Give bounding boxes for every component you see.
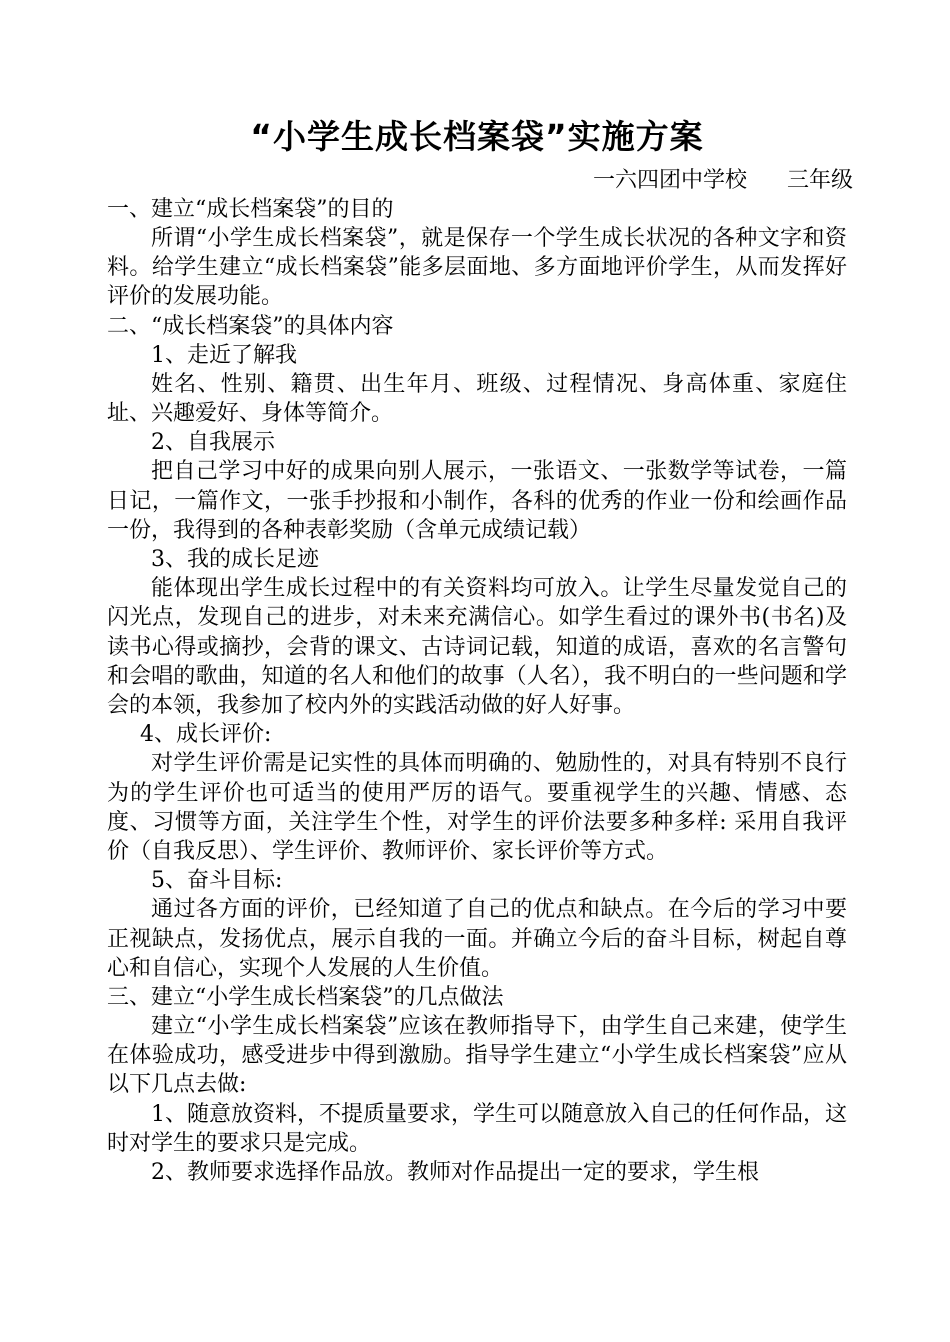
grade-label: 三年级: [786, 168, 853, 193]
item-3-label: 3、我的成长足迹: [151, 547, 319, 573]
section-3-paragraph-1: 建立“小学生成长档案袋”应该在教师指导下，由学生自己来建，使学生在体验成功，感受进步中得到激励。指导学生建立“小学生成长档案袋”应从以下几点去做:: [107, 1014, 847, 1098]
school-name: 一六四团中学校: [592, 168, 747, 193]
item-4-text: 对学生评价需是记实性的具体而明确的、勉励性的，对具有特别不良行为的学生评价也可适当的使用严厉的语气。要重视学生的兴趣、情感、态度、习惯等方面，关注学生个性，对学生的评价法要多种多样: 采用自我评价（自我反思）、学生评价、教师评价、家长评价等方式。: [107, 751, 847, 865]
item-2-label: 2、自我展示: [151, 430, 275, 456]
item-3-text: 能体现出学生成长过程中的有关资料均可放入。让学生尽量发觉自己的闪光点，发现自己的进步，对未来充满信心。如学生看过的课外书(书名)及读书心得或摘抄，会背的课文、古诗词记载，知道的成语，喜欢的名言警句和会唱的歌曲，知道的名人和他们的故事（人名），我不明白的一些问题和学会的本领，我参加了校内外的实践活动做的好人好事。: [107, 576, 847, 719]
document-page: [107, 112, 853, 1187]
document-title: “小学生成长档案袋”实施方案: [250, 117, 704, 156]
section-heading-2: 二、“成长档案袋”的具体内容: [107, 313, 394, 339]
item-1-text: 姓名、性别、籍贯、出生年月、班级、过程情况、身高体重、家庭住址、兴趣爱好、身体等简介。: [107, 371, 847, 427]
section-heading-1: 一、建立“成长档案袋”的目的: [107, 197, 394, 222]
section-1-paragraph: 所谓“小学生成长档案袋”，就是保存一个学生成长状况的各种文字和资料。给学生建立“成长档案袋”能多层面地、多方面地评价学生，从而发挥好评价的发展功能。: [107, 226, 847, 310]
school-grade-line: [107, 166, 853, 195]
section-3-paragraph-2: 1、随意放资料，不提质量要求，学生可以随意放入自己的任何作品，这时对学生的要求只是完成。: [107, 1101, 847, 1156]
section-heading-3: 三、建立“小学生成长档案袋”的几点做法: [107, 985, 504, 1011]
item-5-text: 通过各方面的评价，已经知道了自己的优点和缺点。在今后的学习中要正视缺点，发扬优点，展示自我的一面。并确立今后的奋斗目标，树起自尊心和自信心，实现个人发展的人生价值。: [107, 897, 847, 981]
item-2-text: 把自己学习中好的成果向别人展示，一张语文、一张数学等试卷，一篇日记，一篇作文，一张手抄报和小制作，各科的优秀的作业一份和绘画作品一份，我得到的各种表彰奖励（含单元成绩记载）: [107, 459, 847, 543]
item-4-label: 4、成长评价:: [140, 722, 272, 748]
item-5-label: 5、奋斗目标:: [151, 868, 283, 894]
item-1-label: 1、走近了解我: [151, 342, 297, 368]
section-3-paragraph-3: 2、教师要求选择作品放。教师对作品提出一定的要求，学生根: [151, 1160, 759, 1186]
